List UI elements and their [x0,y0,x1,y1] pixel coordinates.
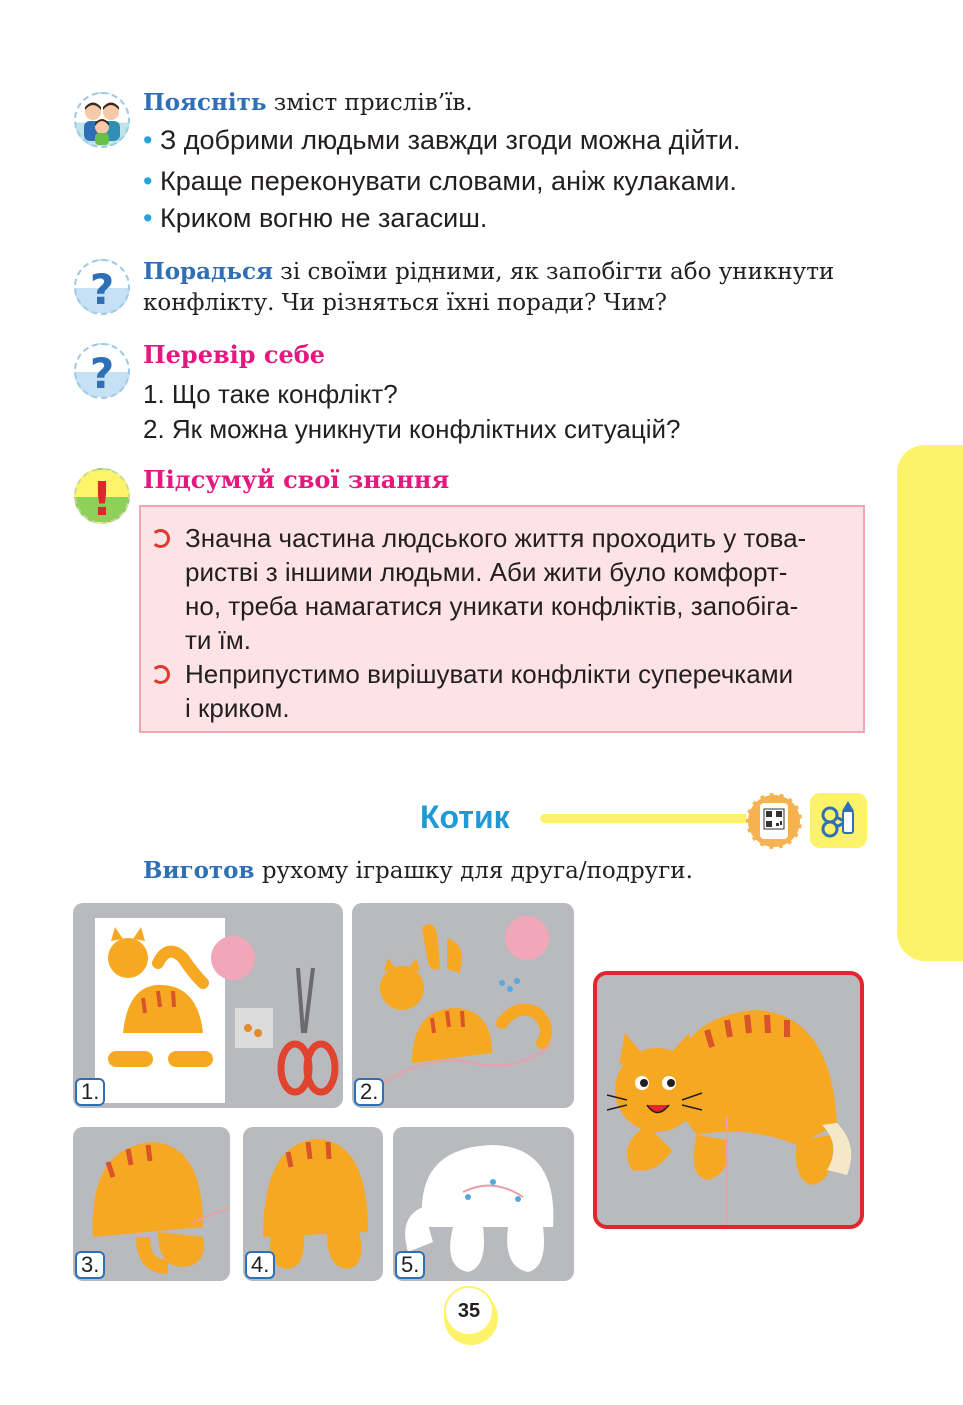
advice-lead: Порадься [143,258,273,285]
summary-box [139,505,865,733]
step-photo-3 [73,1127,230,1281]
summary-item [151,521,857,657]
explain-rest: зміст прислів’їв. [266,90,473,116]
craft-instruction [143,856,693,886]
proverb-item [143,199,487,237]
ring-bullet-icon [151,529,170,548]
people-icon [74,92,130,148]
bullet-icon: • [143,203,160,233]
explain-lead: Поясніть [143,89,267,116]
summary-line: Значна частина людського життя проходить у това- [185,523,807,553]
proverb-text: Краще переконувати словами, аніж кулаками. [159,166,737,196]
ring-bullet-icon [151,665,170,684]
step-label: 2. [354,1078,384,1106]
advice-line1: зі своїми рідними, як запобігти або уникнути [272,259,835,285]
qr-code-icon [746,793,802,849]
check-item: 2. Як можна уникнути конфліктних ситуацій? [143,414,681,444]
craft-title: Котик [420,799,510,835]
sidebar-tab [897,445,963,961]
bullet-icon: • [143,125,160,155]
step-photo-2 [352,903,574,1108]
title-underline [540,814,750,823]
summary-item [151,657,857,725]
advice-line2: конфлікту. Чи різняться їхні поради? Чим? [143,290,668,316]
scissors-glue-icon [810,793,867,848]
craft-lead: Виготов [143,857,255,884]
summary-line: Неприпустимо вирішувати конфлікти суперечками [185,659,794,689]
proverb-text: Криком вогню не загасиш. [159,203,488,233]
proverb-item [143,162,737,200]
explain-instruction [143,88,473,118]
question-icon: ? [74,259,130,315]
step-photo-4 [243,1127,383,1281]
question-icon: ? [74,343,130,399]
step-label: 4. [245,1251,275,1279]
exclamation-icon: ! [74,468,130,524]
summary-line: но, треба намагатися уникати конфліктів, запобіга- [185,591,799,621]
check-heading: Перевір себе [143,340,326,369]
step-photo-5 [393,1127,574,1281]
summary-line: ристві з іншими людьми. Аби жити було комфорт- [185,557,788,587]
step-label: 1. [75,1078,105,1106]
summary-line: і криком. [185,693,290,723]
check-item: 1. Що таке конфлікт? [143,379,398,409]
proverb-item [143,121,740,159]
step-label: 5. [395,1251,425,1279]
step-photo-1 [73,903,343,1108]
finished-cat-photo [593,971,864,1229]
bullet-icon: • [143,166,160,196]
proverb-text: З добрими людьми завжди згоди можна дійти. [159,125,741,155]
craft-rest: рухому іграшку для друга/подруги. [254,858,693,884]
advice-text [143,256,834,319]
page-number: 35 [444,1286,494,1336]
summary-heading: Підсумуй свої знання [143,465,450,494]
step-label: 3. [75,1251,105,1279]
summary-line: ти їм. [185,625,251,655]
